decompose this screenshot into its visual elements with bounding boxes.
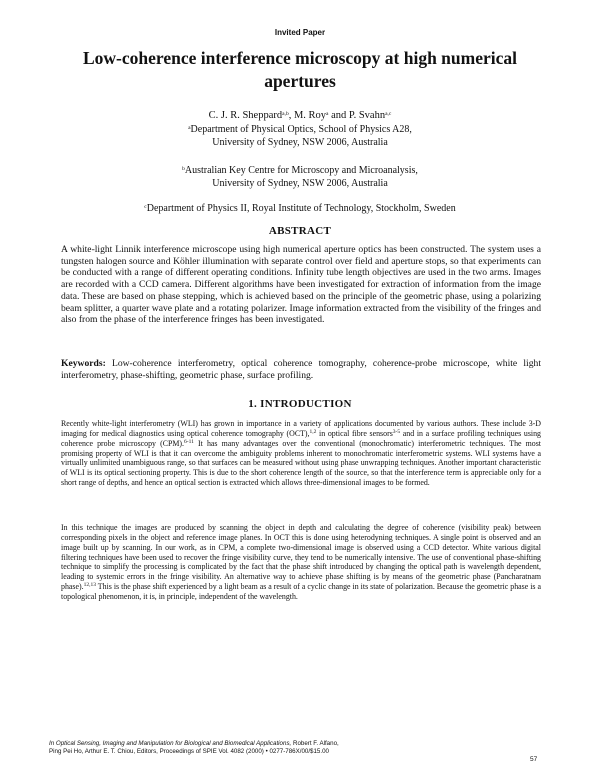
- footer-book-title: In Optical Sensing, Imaging and Manipulation for Biological and Biomedical Applications,: [49, 740, 292, 747]
- author-2-affil: a: [326, 111, 329, 117]
- page-number: 57: [530, 756, 538, 763]
- author-1: C. J. R. Sheppard: [208, 110, 283, 121]
- author-1-affil: a,b: [282, 111, 289, 117]
- affiliation-b-line2: University of Sydney, NSW 2006, Australia: [212, 177, 388, 189]
- intro-p2-part-a: In this technique the images are produced by scanning the object in depth and calculating the degree of coherence (visibility peak) between corresponding pixels in the object and reference image planes. In OCT this is done using heterodyning techniques. A single point is observed and an image built up by scanning. In our work, as in CPM, a complete two-dimensional image is observed using a CCD detector. White various digital filtering techniques have been used to recover the fringe visibility curve, they tend to be numerically intensive. The use of conventional phase-shifting technique to simplify the processing is complicated by the fact that the phase shift introduced by changing the optical path is wavelength dependent, leading to systemic errors in the fringe visibility. An alternative way to achieve phase shifting is by means of the geometric phase (Pancharatnam phase).: [61, 523, 541, 592]
- footer-editor: Robert F. Alfano,: [291, 740, 339, 747]
- intro-p2-part-b: This is the phase shift experienced by a light beam as a result of a cyclic change in its state of polarization. Because the geometric phase is a topological phenomenon, it is, in principle, independent of the wavelength.: [61, 582, 541, 601]
- keywords: [61, 358, 541, 381]
- affiliation-c-line1: Department of Physics II, Royal Institute of Technology, Stockholm, Sweden: [146, 203, 456, 214]
- intro-paragraph-2: [61, 523, 541, 602]
- affiliation-a: [0, 124, 600, 149]
- affiliation-a-marker: a: [188, 125, 191, 131]
- proceedings-footer: [49, 740, 429, 756]
- affiliation-b-marker: b: [182, 166, 185, 172]
- keywords-text: Low-coherence interferometry, optical coherence tomography, coherence-probe microscope, white light interferometry, phase-shifting, geometric phase, surface profiling.: [61, 358, 541, 381]
- footer-proceedings: Ping Pei Ho, Arthur E. T. Chiou, Editors, Proceedings of SPIE Vol. 4082 (2000) • 0277-786X/00/$15.00: [49, 748, 329, 756]
- author-list: [0, 110, 600, 121]
- intro-p1-part-b: in optical fibre sensors: [316, 428, 393, 438]
- citation-ref: 1,2: [309, 428, 317, 435]
- paper-title: Low-coherence interference microscopy at high numerical apertures: [83, 48, 517, 91]
- affiliation-a-line1: Department of Physical Optics, School of Physics A28,: [190, 124, 412, 135]
- intro-p1-part-c: and in a surface profiling techniques using coherence probe microscopy (CPM).: [61, 428, 541, 448]
- author-3-affil: a,c: [385, 111, 392, 117]
- affiliation-a-line2: University of Sydney, NSW 2006, Australia: [212, 136, 388, 148]
- author-3: and P. Svahn: [328, 110, 386, 121]
- abstract-text: A white-light Linnik interference microscope using high numerical aperture optics has been constructed. The system uses a tungsten halogen source and Köhler illumination with separate control over field and aperture stops, so that experiments can be conducted with a range of different operating conditions. Infinity tube length objectives are used in the two arms. Images are recorded with a CCD camera. Different algorithms have been investigated for extraction of information from the image data. These are based on phase stepping, which is achieved based on the principle of the geometric phase, using a polarizing beam splitter, a quarter wave plate and a rotating polarizer. Image information extracted from the visibility of the fringes and also from the phase of the interference fringes has been investigated.: [61, 244, 541, 326]
- affiliation-c-marker: c: [144, 204, 147, 210]
- citation-ref: 3-5: [392, 428, 401, 435]
- author-2: , M. Roy: [288, 110, 327, 121]
- affiliation-c: [0, 203, 600, 216]
- citation-ref: 6-11: [184, 438, 194, 445]
- section-heading-introduction: 1. INTRODUCTION: [248, 398, 352, 410]
- affiliation-b-line1: Australian Key Centre for Microscopy and Microanalysis,: [184, 165, 418, 176]
- invited-paper-label: Invited Paper: [274, 28, 326, 37]
- intro-p1-part-a: Recently white-light interferometry (WLI) has grown in importance in a variety of applications documented by various authors. These include 3-D imaging for medical diagnostics using optical coherence tomography (OCT),: [61, 419, 541, 438]
- affiliation-b: [0, 165, 600, 190]
- intro-paragraph-1: [61, 419, 541, 488]
- citation-ref: 12,13: [83, 582, 96, 589]
- abstract-heading: ABSTRACT: [268, 225, 332, 237]
- keywords-label: Keywords:: [61, 358, 106, 369]
- intro-p1-part-d: It has many advantages over the conventional (monochromatic) interferometric techniques. The most promising property of WLI is that it can overcome the ambiguity problems inherent to monochromatic interferometric systems. WLI systems have a virtually unlimited unambiguous range, so that surfaces can be measured without using phase unwrapping techniques. Another important characteristic of WLI is its optical sectioning property. This is due to the short coherence length of the source, so that the interference term is appreciable only for a short range of depths, and hence an optical section is extracted which allows three-dimensional images to be formed.: [61, 438, 541, 488]
